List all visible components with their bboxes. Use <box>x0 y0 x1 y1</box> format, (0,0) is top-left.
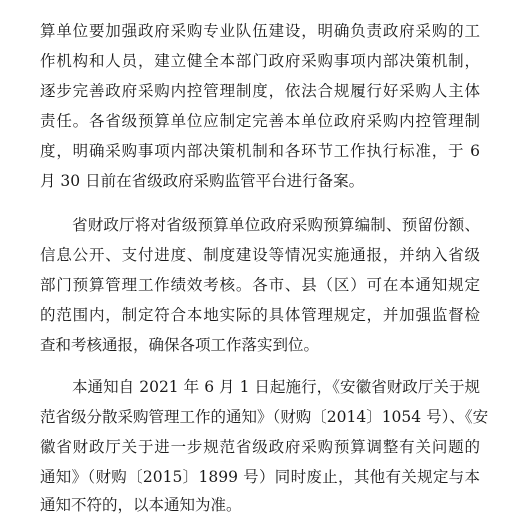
text-line-2: 作机构和人员，建立健全本部门政府采购事项内部决策机制， <box>40 52 480 70</box>
text-line-1: 算单位要加强政府采购专业队伍建设，明确负责政府采购的工 <box>40 22 480 40</box>
text-line-13: 范省级分散采购管理工作的通知》（财购〔2014〕1054 号）、《安 <box>40 408 489 426</box>
text-line-9: 部门预算管理工作绩效考核。各市、县（区）可在本通知规定 <box>40 276 480 294</box>
text-line-8: 信息公开、支付进度、制度建设等情况实施通报，并纳入省级 <box>40 246 480 264</box>
text-line-6: 月 30 日前在省级政府采购监管平台进行备案。 <box>40 172 365 190</box>
text-line-4: 责任。各省级预算单位应制定完善本单位政府采购内控管理制 <box>40 112 480 130</box>
text-line-15: 通知》（财购〔2015〕1899 号）同时废止，其他有关规定与本 <box>40 468 480 486</box>
text-line-16: 通知不符的，以本通知为准。 <box>40 496 242 514</box>
text-line-14: 徽省财政厅关于进一步规范省级政府采购预算调整有关问题的 <box>40 438 480 456</box>
text-line-3: 逐步完善政府采购内控管理制度，依法合规履行好采购人主体 <box>40 82 480 100</box>
text-line-7: 省财政厅将对省级预算单位政府采购预算编制、预留份额、 <box>72 216 480 234</box>
text-line-12: 本通知自 2021 年 6 月 1 日起施行，《安徽省财政厅关于规 <box>72 378 480 396</box>
text-line-11: 查和考核通报，确保各项工作落实到位。 <box>40 336 320 354</box>
text-line-5: 度，明确采购事项内部决策机制和各环节工作执行标准，于 6 <box>40 142 480 160</box>
text-line-10: 的范围内，制定符合本地实际的具体管理规定，并加强监督检 <box>40 306 480 324</box>
